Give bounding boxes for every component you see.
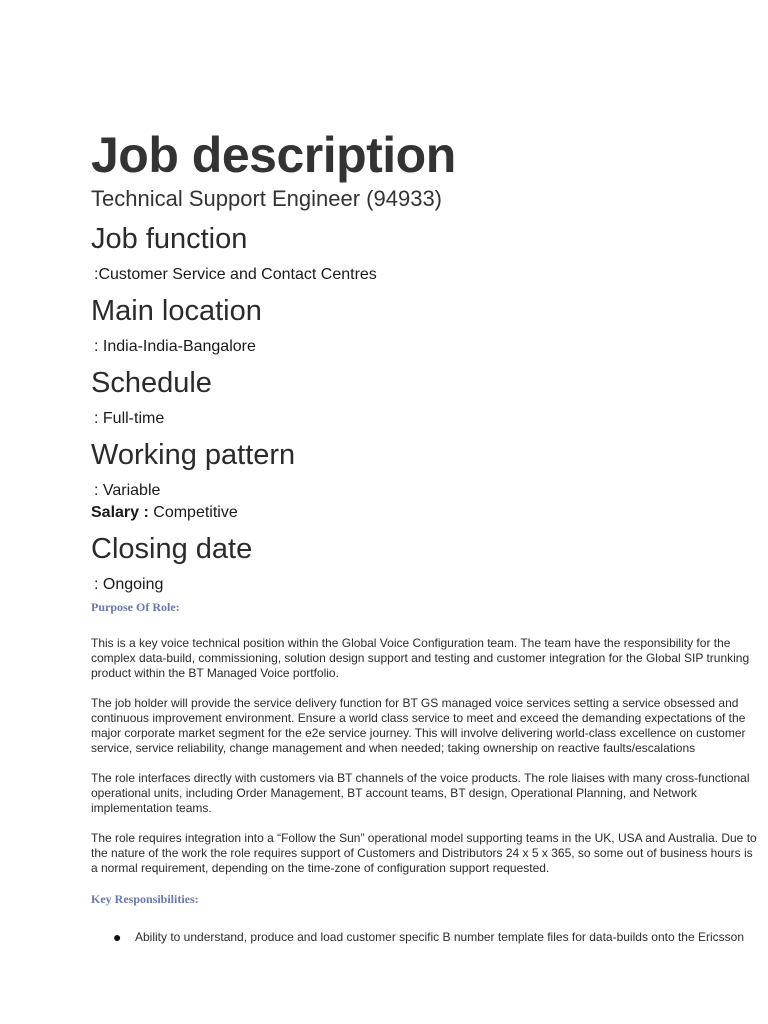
paragraph-line: This is a key voice technical position within the Global Voice Configuration team. The team have the responsibility for the <box>91 636 731 650</box>
key-responsibilities-label: Key Responsibilities: <box>91 892 199 906</box>
schedule-heading: Schedule <box>91 367 212 399</box>
salary-line <box>91 502 768 524</box>
paragraph-line: major corporate market segment for the e2e service journey. This will involve delivering world-class excellence on customer <box>91 726 746 740</box>
purpose-paragraph-4 <box>91 831 768 876</box>
list-item <box>113 930 768 945</box>
list-item-text: Ability to understand, produce and load customer specific B number template files for data-builds onto the Ericsson <box>135 930 744 944</box>
purpose-paragraph-3 <box>91 771 768 816</box>
paragraph-line: operational units, including Order Management, BT account teams, BT design, Operational Planning, and Network <box>91 786 697 800</box>
salary-label: Salary : <box>91 504 149 521</box>
paragraph-line: the nature of the work the role requires support of Customers and Distributors 24 x 5 x 365, so some out of business hours is <box>91 846 753 860</box>
job-function-value: :Customer Service and Contact Centres <box>94 266 377 283</box>
purpose-label: Purpose Of Role: <box>91 600 180 614</box>
paragraph-line: implementation teams. <box>91 801 212 815</box>
job-subtitle: Technical Support Engineer (94933) <box>91 186 443 211</box>
purpose-paragraph-1 <box>91 636 768 681</box>
paragraph-line: complex data-build, commissioning, solution design support and testing and customer integration for the Global SIP trunking <box>91 651 750 665</box>
salary-value: Competitive <box>153 504 238 521</box>
paragraph-line: a normal requirement, depending on the time-zone of configuration support requested. <box>91 861 550 875</box>
purpose-paragraph-2 <box>91 696 768 756</box>
paragraph-line: The role requires integration into a “Follow the Sun” operational model supporting teams in the UK, USA and Australia. Due to <box>91 831 757 845</box>
working-pattern-value: : Variable <box>94 482 161 499</box>
schedule-value: : Full-time <box>94 410 165 427</box>
page-title: Job description <box>91 127 456 183</box>
paragraph-line: service, service reliability, change management and when needed; taking ownership on reactive faults/escalations <box>91 741 696 755</box>
closing-date-value: : Ongoing <box>94 576 164 593</box>
closing-date-heading: Closing date <box>91 533 253 565</box>
main-location-heading: Main location <box>91 295 262 327</box>
job-function-heading: Job function <box>91 223 248 255</box>
main-location-value: : India-India-Bangalore <box>94 338 256 355</box>
paragraph-line: The role interfaces directly with customers via BT channels of the voice products. The role liaises with many cross-functional <box>91 771 750 785</box>
job-description-page <box>91 126 768 945</box>
responsibilities-list <box>91 930 768 945</box>
paragraph-line: continuous improvement environment. Ensure a world class service to meet and exceed the demanding expectations of the <box>91 711 746 725</box>
paragraph-line: product within the BT Managed Voice portfolio. <box>91 666 339 680</box>
paragraph-line: The job holder will provide the service delivery function for BT GS managed voice services setting a service obsessed and <box>91 696 739 710</box>
bullet-icon: ● <box>113 929 122 945</box>
working-pattern-heading: Working pattern <box>91 439 296 471</box>
